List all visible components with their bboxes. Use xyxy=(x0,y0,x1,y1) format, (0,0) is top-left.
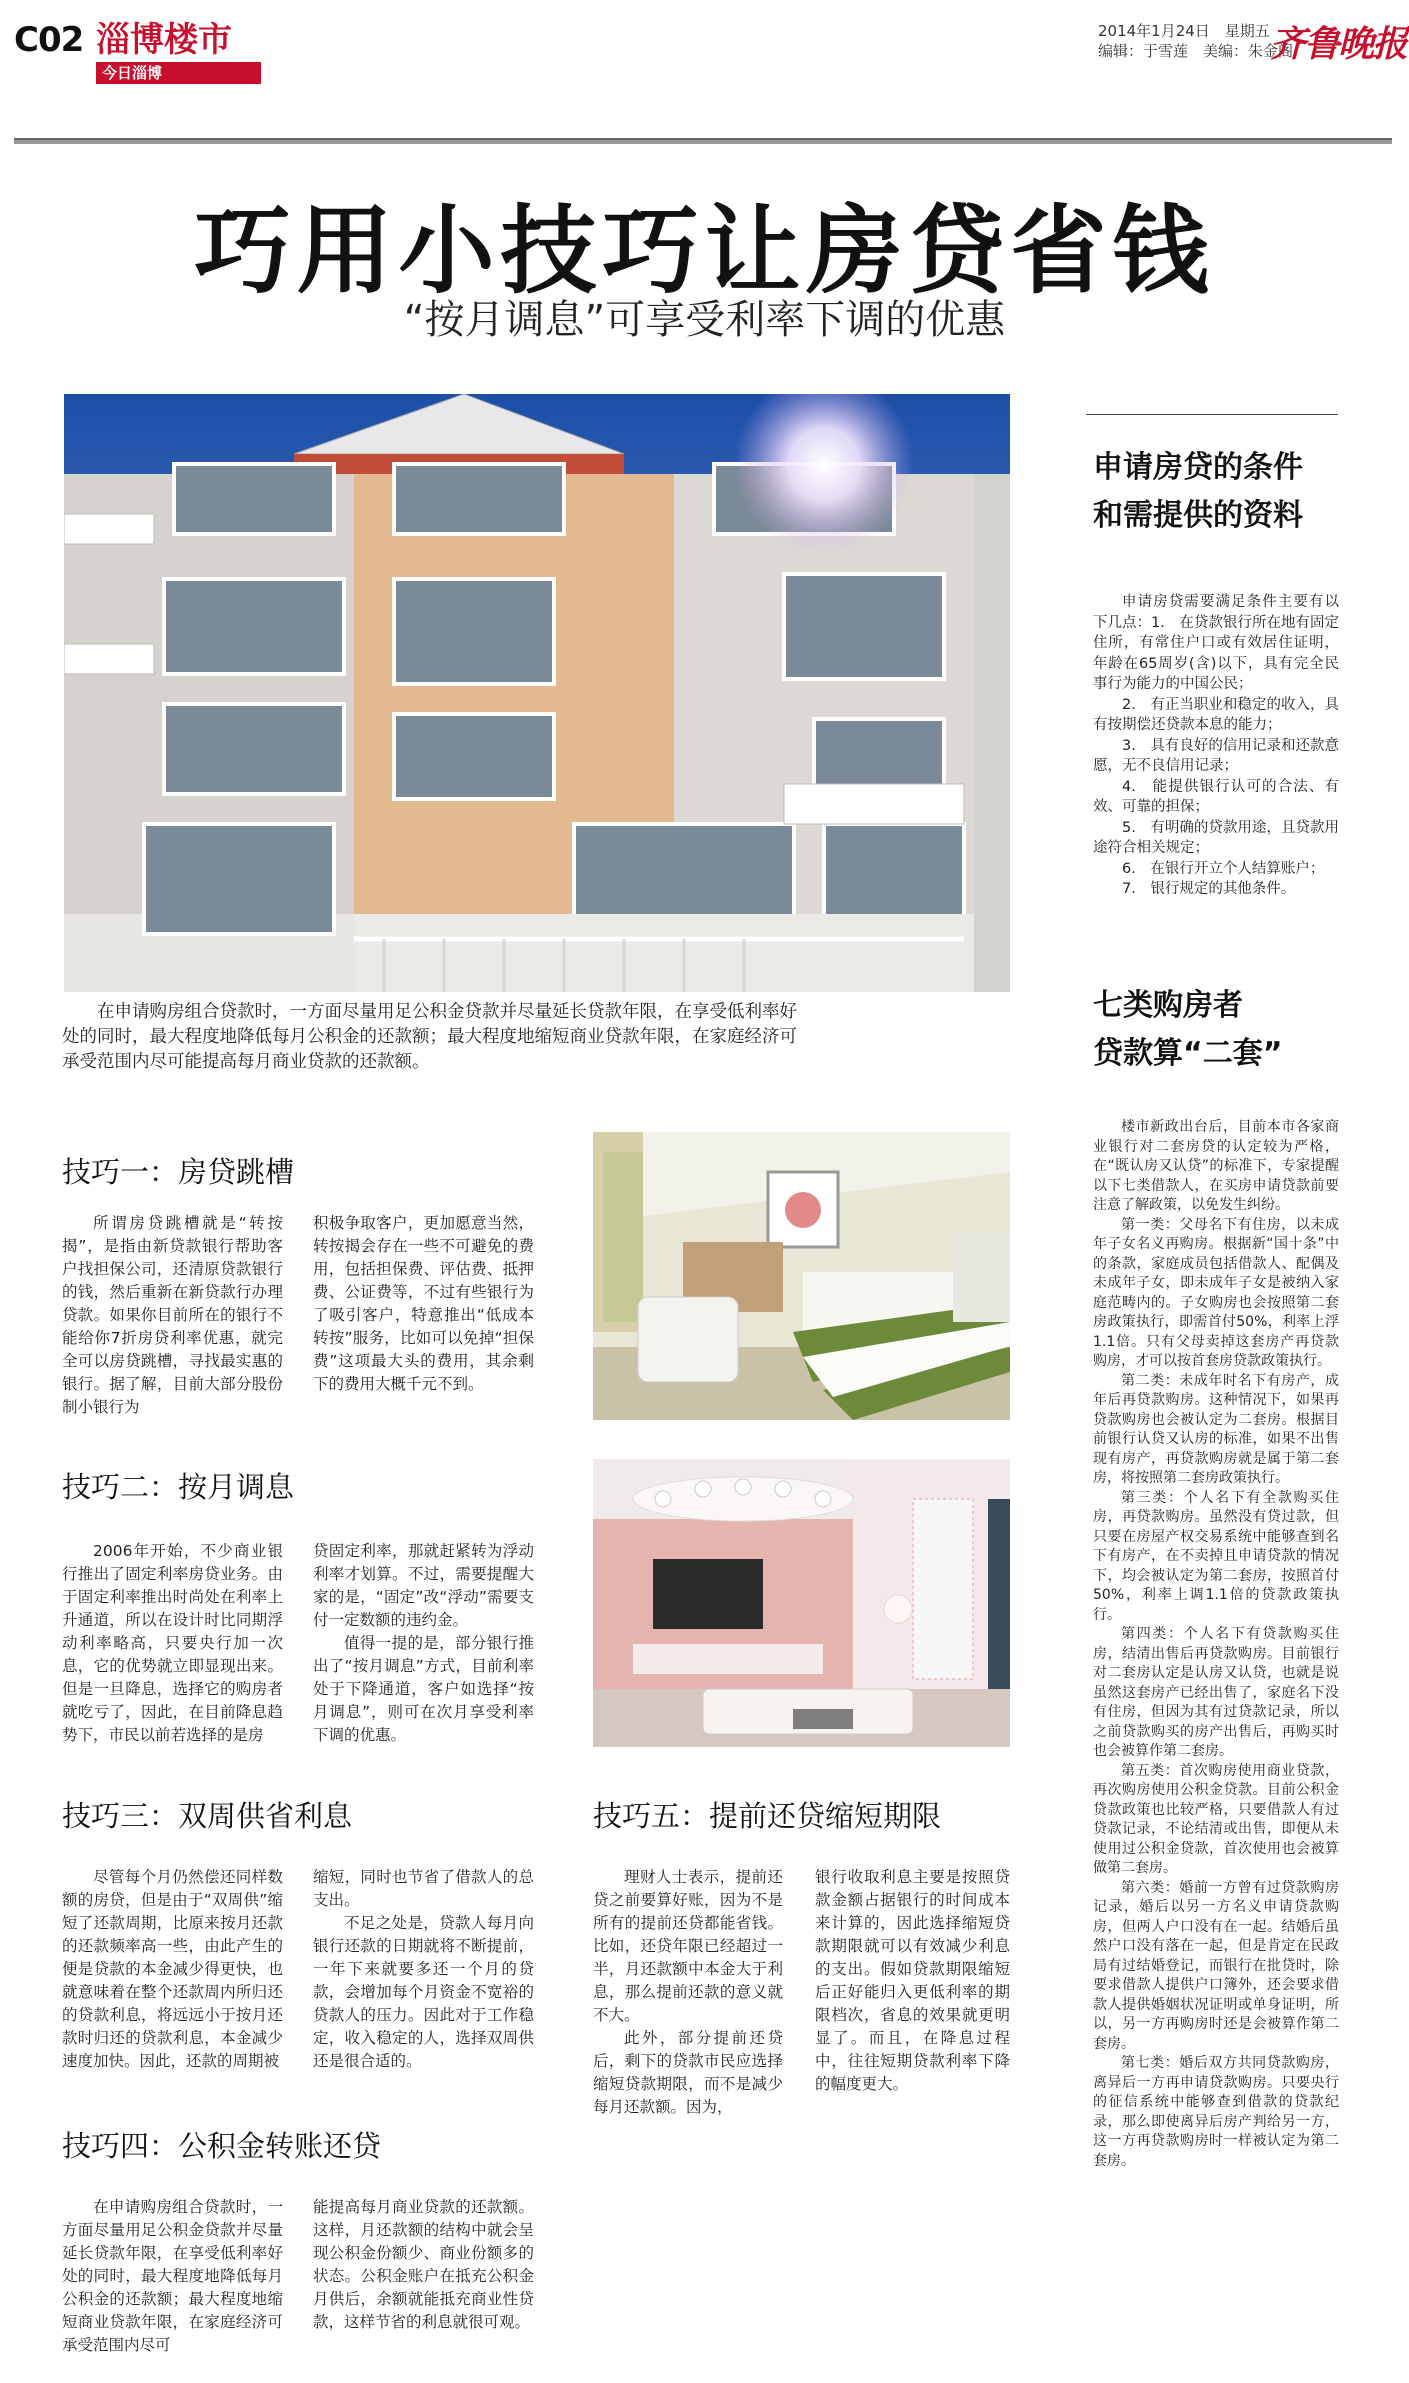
category-item: 第三类：个人名下有全款购买住房，再贷款购房。虽然没有贷过款，但只要在房屋产权交易系统中能够查到名下有房产，在不卖掉且申请贷款的情况下，均会被认定为第二套房，按照首付50%，利率上调1.1倍的贷款政策执行。 xyxy=(1093,1489,1339,1623)
condition-item: 申请房贷需要满足条件主要有以下几点：1. 在贷款银行所在地有固定住所，有常住户口或有效居住证明，年龄在65周岁(含)以下，具有完全民事行为能力的中国公民； xyxy=(1093,594,1339,692)
lead-paragraph: 在申请购房组合贷款时，一方面尽量用足公积金贷款并尽量延长贷款年限，在享受低利率好处的同时，最大程度地降低每月公积金的还款额；最大程度地缩短商业贷款年限，在家庭经济可承受范围内尽可能提高每月商业贷款的还款额。 xyxy=(62,1002,797,1072)
tip-2-col1 xyxy=(62,1540,283,1747)
tip-4-col2-text: 能提高每月商业贷款的还款额。这样，月还款额的结构中就会呈现公积金份额少、商业份额多的状态。公积金账户在抵充公积金月供后，余额就能抵充商业性贷款，这样节省的利息就很可观。 xyxy=(313,2198,534,2331)
tip-4-heading: 技巧四：公积金转账还贷 xyxy=(62,2129,382,2163)
tip-2-col1-text: 2006年开始，不少商业银行推出了固定利率房贷业务。由于固定利率推出时尚处在利率上升通道，所以在设计时比同期浮动利率略高，只要央行加一次息，它的优势就立即显现出来。但是一旦降息，选择它的购房者就吃亏了，因此，在目前降息趋势下，市民以前若选择的是房 xyxy=(62,1542,283,1744)
tip-5-col1a-text: 理财人士表示，提前还贷之前要算好账，因为不是所有的提前还贷都能省钱。比如，还贷年限已经超过一半，月还款额中本金大于利息，那么提前还款的意义就不大。 xyxy=(593,1868,783,2024)
tip-5-col2 xyxy=(815,1866,1010,2096)
tip-3-col1 xyxy=(62,1866,283,2073)
bedroom-photo xyxy=(593,1132,1010,1420)
headline-title: 巧用小技巧让房贷省钱 xyxy=(194,195,1215,307)
tip-5-col2-text: 银行收取利息主要是按照贷款金额占据银行的时间成本来计算的，因此选择缩短贷款期限就可以有效减少利息的支出。假如贷款期限缩短后正好能归入更低利率的期限档次，省息的效果就更明显了。而且，在降息过程中，往往短期贷款利率下降的幅度更大。 xyxy=(815,1868,1010,2093)
header-divider xyxy=(14,138,1392,144)
tip-4-col1-text: 在申请购房组合贷款时，一方面尽量用足公积金贷款并尽量延长贷款年限，在享受低利率好处的同时，最大程度地降低每月公积金的还款额；最大程度地缩短商业贷款年限，在家庭经济可承受范围内尽可 xyxy=(62,2198,283,2354)
category-item: 第四类：个人名下有贷款购买住房，结清出售后再贷款购房。目前银行对二套房认定是认房又认贷，也就是说虽然这套房产已经出售了，家庭名下没有住房，但因为其有过贷款记录，所以之前贷款购买的房产出售后，再购买时也会被算作第二套房。 xyxy=(1093,1626,1339,1759)
page-header xyxy=(0,0,1409,150)
condition-item: 4. 能提供银行认可的合法、有效、可靠的担保； xyxy=(1093,778,1339,815)
condition-item: 5. 有明确的贷款用途，且贷款用途符合相关规定； xyxy=(1093,819,1339,856)
category-item: 第五类：首次购房使用商业贷款，再次购房使用公积金贷款。目前公积金贷款政策也比较严格，只要借款人有过贷款记录，不论结清或出售，即便从未使用过公积金贷款，首次使用也会被算做第二套房。 xyxy=(1093,1762,1339,1876)
tip-3-col2a-text: 缩短，同时也节省了借款人的总支出。 xyxy=(313,1868,534,1909)
tip-3-col2b-text: 不足之处是，贷款人每月向银行还款的日期就将不断提前，一年下来就要多还一个月的贷款，会增加每个月资金不宽裕的贷款人的压力。因此对于工作稳定，收入稳定的人，选择双周供还是很合适的。 xyxy=(313,1914,534,2070)
tip-1-col1-text: 所谓房贷跳槽就是“转按揭”，是指由新贷款银行帮助客户找担保公司，还清原贷款银行的钱，然后重新在新贷款行办理贷款。如果你目前所在的银行不能给你7折房贷利率优惠，就完全可以房贷跳槽，寻找最实惠的银行。据了解，目前大部分股份制小银行为 xyxy=(62,1214,283,1416)
tip-2-col2a-text: 贷固定利率，那就赶紧转为浮动利率才划算。不过，需要提醒大家的是，“固定”改“浮动”需要支付一定数额的违约金。 xyxy=(313,1542,534,1629)
tip-3-heading: 技巧三：双周供省利息 xyxy=(62,1799,353,1833)
sidebar-divider xyxy=(1086,414,1338,415)
tip-3-col1-text: 尽管每个月仍然偿还同样数额的房贷，但是由于“双周供”缩短了还款周期，比原来按月还款的还款频率高一些，由此产生的便是贷款的本金减少得更快，也就意味着在整个还款周内所归还的贷款利息，将远远小于按月还款时归还的贷款利息，本金减少速度加快。因此，还款的周期被 xyxy=(62,1868,283,2070)
category-item: 第七类：婚后双方共同贷款购房，离异后一方再申请贷款购房。只要央行的征信系统中能够查到借款的贷款纪录，那么即使离异后房产判给另一方，这一方再贷款购房时一样被认定为第二套房。 xyxy=(1093,2055,1339,2169)
tip-4-col2 xyxy=(313,2196,534,2334)
category-item: 第二类：未成年时名下有房产，成年后再贷款购房。这种情况下，如果再贷款购房也会被认定为二套房。根据目前银行认贷又认房的标准，如果不出售现有房产，再贷款购房就是属于第二套房，将按照第二套房政策执行。 xyxy=(1093,1372,1339,1486)
tip-1-col1 xyxy=(62,1212,283,1419)
tip-1-col2 xyxy=(313,1212,534,1396)
category-item: 楼市新政出台后，目前本市各家商业银行对二套房贷的认定较为严格，在“既认房又认贷”的标准下，专家提醒以下七类借款人，在买房申请贷款前要注意了解政策，以免发生纠纷。 xyxy=(1093,1119,1339,1213)
category-item: 第六类：婚前一方曾有过贷款购房记录，婚后以另一方名义申请贷款购房，但两人户口没有在一起。结婚后虽然户口没有落在一起，但是肯定在民政局有过结婚登记，而银行在批贷时，除要求借款人提供户口簿外，还会要求借款人提供婚姻状况证明或单身证明，所以，另一方再购房时还是会被算作第二套房。 xyxy=(1093,1879,1339,2052)
sidebar-heading-2 xyxy=(1093,982,1282,1078)
headline-subtitle: “按月调息”可享受利率下调的优惠 xyxy=(403,297,1006,343)
condition-item: 2. 有正当职业和稳定的收入，具有按期偿还贷款本息的能力； xyxy=(1093,696,1339,733)
tip-1-col2-text: 积极争取客户，更加愿意当然，转按揭会存在一些不可避免的费用，包括担保费、评估费、抵押费、公证费等，不过有些银行为了吸引客户，特意推出“低成本转按”服务，比如可以免掉“担保费”这项最大头的费用，其余剩下的费用大概千元不到。 xyxy=(313,1214,534,1393)
condition-item: 3. 具有良好的信用记录和还款意愿，无不良信用记录； xyxy=(1093,737,1339,774)
building-photo xyxy=(64,394,1010,992)
page-number: C02 xyxy=(14,20,84,60)
second-home-categories xyxy=(1093,1118,1339,2171)
tip-5-heading: 技巧五：提前还贷缩短期限 xyxy=(593,1799,942,1833)
tip-3-col2 xyxy=(313,1866,534,2073)
section-subtitle: 今日淄博 xyxy=(96,62,261,84)
sidebar-heading-2-line2: 贷款算“二套” xyxy=(1093,1036,1283,1071)
sidebar-heading-1 xyxy=(1093,444,1303,540)
condition-item: 6. 在银行开立个人结算账户； xyxy=(1122,860,1325,877)
sidebar-heading-2-line1: 七类购房者 xyxy=(1093,988,1243,1023)
newspaper-logo: 齐鲁晚报 xyxy=(1270,23,1407,65)
issue-date: 2014年1月24日 星期五 xyxy=(1098,22,1270,40)
sidebar-heading-1-line2: 和需提供的资料 xyxy=(1093,498,1303,533)
tip-2-col2b-text: 值得一提的是，部分银行推出了“按月调息”方式，目前利率处于下降通道，客户如选择“按月调息”，则可在次月享受利率下调的优惠。 xyxy=(313,1634,534,1744)
tip-2-heading: 技巧二：按月调息 xyxy=(62,1470,295,1504)
tip-4-col1 xyxy=(62,2196,283,2357)
tip-1-heading: 技巧一：房贷跳槽 xyxy=(62,1155,295,1189)
living-room-photo xyxy=(593,1459,1010,1747)
condition-item: 7. 银行规定的其他条件。 xyxy=(1122,881,1296,897)
tip-5-col1 xyxy=(593,1866,783,2119)
section-title: 淄博楼市 xyxy=(96,20,232,60)
section-banner xyxy=(96,18,261,82)
tip-2-col2 xyxy=(313,1540,534,1747)
conditions-list xyxy=(1093,592,1339,900)
tip-5-col1b-text: 此外，部分提前还贷后，剩下的贷款市民应选择缩短贷款期限，而不是减少每月还款额。因为， xyxy=(593,2029,783,2116)
sidebar-heading-1-line1: 申请房贷的条件 xyxy=(1093,450,1303,485)
category-item: 第一类：父母名下有住房，以未成年子女名义再购房。根据新“国十条”中的条款，家庭成员包括借款人、配偶及未成年子女，即未成年子女是被纳入家庭范畴内的。子女购房也会按照第二套房政策执行，即需首付50%，利率上浮1.1倍。只有父母卖掉这套房产再贷款购房，才可以按首套房贷款政策执行。 xyxy=(1093,1216,1339,1369)
editor-credit: 编辑：于雪莲 美编：朱金阁 xyxy=(1098,42,1294,60)
